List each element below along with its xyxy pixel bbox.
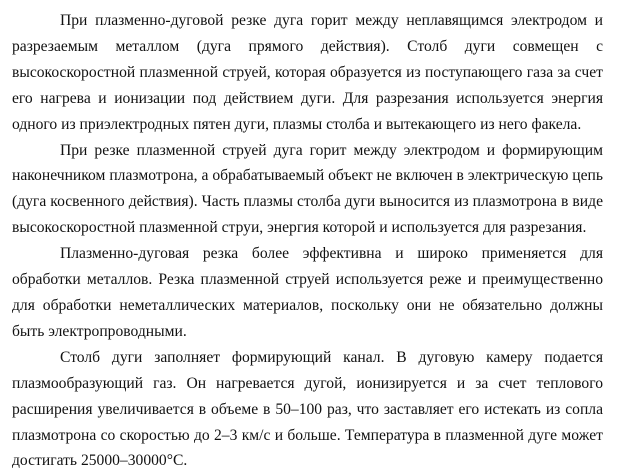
- paragraph-comparison: Плазменно-дуговая резка более эффективна и широко применяется для обработки металлов. Резка плазменной струей используется реже и преимущественно для обработки неметаллических материалов, поскольку они не обязательно должны быть электропроводными.: [12, 245, 603, 340]
- paragraph-plasma-arc-cutting: При плазменно-дуговой резке дуга горит между неплавящимся электродом и разрезаемым металлом (дуга прямого действия). Столб дуги совмещен с высокоскоростной плазменной струей, которая образуется из поступающего газа за счет его нагрева и ионизации под действием дуги. Для разрезания используется энергия одного из приэлектродных пятен дуги, плазмы столба и вытекающего из него факела.: [12, 12, 603, 133]
- paragraph-arc-column: Столб дуги заполняет формирующий канал. В дуговую камеру подается плазмообразующий газ. Он нагревается дугой, ионизируется и за счет теплового расширения увеличивается в объеме в 50–100 раз, что заставляет его истекать из сопла плазмотрона со скоростью до 2–3 км/с и больше. Температура в плазменной дуге может достигать 25000–30000°С.: [12, 348, 603, 470]
- paragraph-plasma-jet-cutting: При резке плазменной струей дуга горит между электродом и формирующим наконечником плазмотрона, а обрабатываемый объект не включен в электрическую цепь (дуга косвенного действия). Часть плазмы столба дуги выносится из плазмотрона в виде высокоскоростной плазменной струи, энергия которой и используется для разрезания.: [12, 141, 603, 237]
- document-page: [12, 8, 603, 474]
